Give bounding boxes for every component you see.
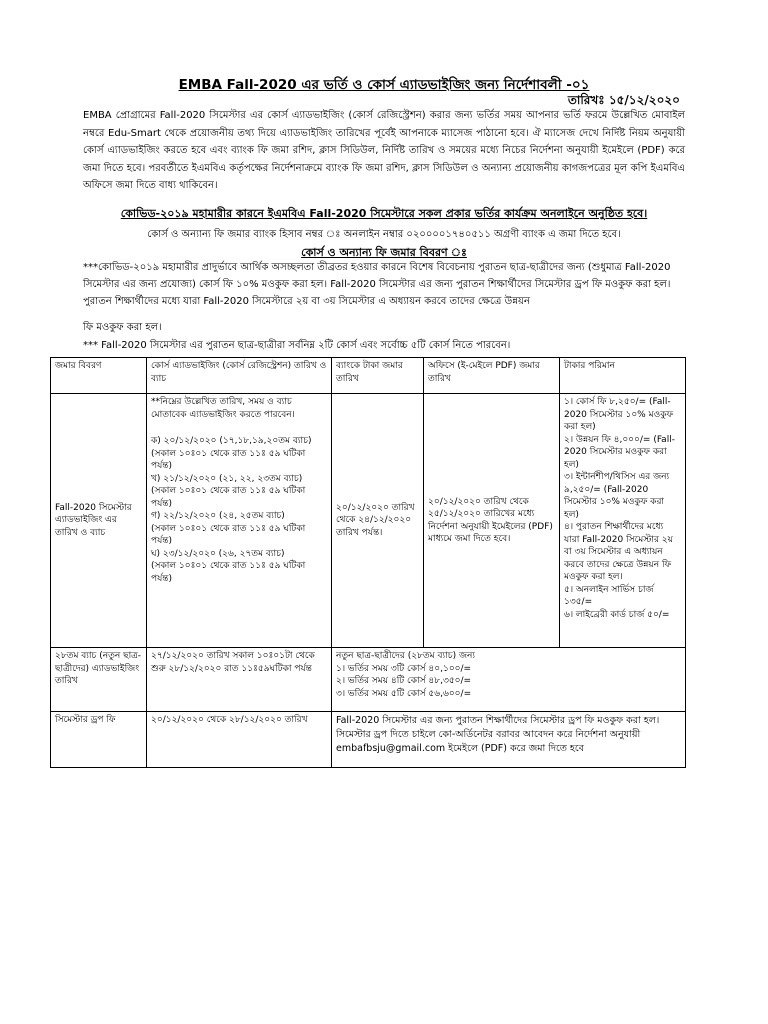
list-item: (সকাল ১০ঃ০১ থেকে রাত ১১ঃ ৫৯ ঘটিকা পর্যন্ত) [151,523,306,546]
list-item: ২। উন্নয়ন ফি ৪,০০০/= (Fall-2020 সিমেস্টার মওকুফ করা হল) [564,434,675,470]
bank-date-cell: ২০/১২/২০২০ তারিখ থেকে ২৪/১২/২০২০ তারিখ পর্যন্ত। [332,394,424,648]
office-date-cell: ২০/১২/২০২০ তারিখ থেকে ২৫/১২/২০২০ তারিখের মধ্যে নির্দেশনা অনুযায়ী ইমেইলের (PDF) মাধ্যমে জমা দিতে হবে। [424,394,560,648]
table-row [51,712,686,768]
fee-table [50,357,686,768]
header-cell: টাকার পরিমান [560,358,686,394]
list-item: ১। কোর্স ফি ৮,২৫০/= (Fall-2020 সিমেস্টার ১০% মওকুফ করা হল) [564,397,674,432]
schedule-list [151,435,327,585]
list-item: ২। ভর্তির সময় ৪টি কোর্স ৪৮,৩৫০/= [336,676,472,686]
list-item: নতুন ছাত্র-ছাত্রীদের (২৮তম ব্যাচ) জন্য [336,651,475,661]
list-item: ৫। অনলাইন সার্ভিস চার্জ ১৩৫/= [564,584,654,607]
list-item: (সকাল ১০ঃ০১ থেকে রাত ১১ঃ ৫৯ ঘটিকা পর্যন্ত) [151,561,306,584]
details-cell [332,648,686,712]
fee-heading: কোর্স ও অন্যান্য ফি জমার বিবরণ ঃ [301,246,467,259]
table-row [51,648,686,712]
header-cell: অফিসে (ই-মেইলে PDF) জমার তারিখ [424,358,560,394]
header-cell: জমার বিবরণ [51,358,147,394]
list-item: ১। ভর্তির সময় ৩টি কোর্স ৪০,১০০/= [336,663,472,674]
table-header-row [51,358,686,394]
list-item: গ) ২২/১২/২০২০ (২৪, ২৫তম ব্যাচ) [151,511,285,521]
row-label: ২৮তম ব্যাচ (নতুন ছাত্র-ছাত্রীদের) এ্যাডভাইজিং তারিখ [51,648,147,712]
list-item: খ) ২১/১২/২০২০ (২১, ২২, ২৩তম ব্যাচ) [151,473,303,484]
bank-account-info: কোর্স ও অন্যান্য ফি জমার ব্যাংক হিসাব নম্বর ঃ অনলাইন নম্বার ০২০০০০১৭৪০৫১১ অগ্রণী ব্যাংক এ জমা দিতে হবে। [147,229,621,240]
waiver-text: ***কোভিড-২০১৯ মহামারীর প্রাদুর্ভাবে আর্থিক অসচ্ছলতা তীব্রতর হওয়ার কারনে বিশেষ বিবেচনায় পুরাতন ছাত্র-ছাত্রীদের জন্য (শুধুমাত্র Fall-2020 সিমেস্টার এর জন্য প্রযোজ্য) কোর্স ফি ১০% মওকুফ করা হল। Fall-2020 সিমেস্টার এর জন্য পুরাতন শিক্ষার্থীদের সিমেস্টার ড্রপ ফি মওকুফ করা হল। পুরাতন শিক্ষার্থীদের মধ্যে যারা Fall-2020 সিমেস্টারে ২য় বা ৩য় সিমেস্টার এ অধ্যায়ন করবে তাদের ক্ষেত্রে উন্নয়ন [83,262,671,307]
covid-notice: কোভিড-২০১৯ মহামারীর কারনে ইএমবিএ Fall-2020 সিমেস্টারে সকল প্রকার ভর্তির কার্যক্রম অনলাইনে অনুষ্ঠিত হবে। [120,207,648,220]
list-item: (সকাল ১০ঃ০১ থেকে রাত ১১ঃ ৫৯ ঘটিকা পর্যন্ত) [151,486,306,509]
course-note: *** Fall-2020 সিমেস্টার এর পুরাতন ছাত্র-ছাত্রীরা সর্বনিম্ন ২টি কোর্স এবং সর্বোচ্চ ৫টি কোর্স নিতে পারবেন। [83,340,511,351]
amount-cell [560,394,686,648]
list-item: ৪। পুরাতন শিক্ষার্থীদের মধ্যে যারা Fall-2020 সিমেস্টার ২য় বা ৩য় সিমেস্টার এ অধ্যায়ন করবে তাদের ক্ষেত্রে উন্নয়ন ফি মওকুফ করা হল। [564,522,673,582]
header-cell: কোর্স এ্যাডভাইজিং (কোর্স রেজিস্ট্রেশন) তারিখ ও ব্যাচ [147,358,332,394]
details-list [336,650,681,700]
schedule-cell [147,394,332,648]
table-row [51,394,686,648]
document-date: তারিখঃ ১৫/১২/২০২০ [567,93,680,107]
document-title: EMBA Fall-2020 এর ভর্তি ও কোর্স এ্যাডভাইজিং জন্য নির্দেশাবলী -০১ [178,77,590,93]
schedule-cell: ২০/১২/২০২০ থেকে ২৮/১২/২০২০ তারিখ [147,712,332,768]
row-label-text: Fall-2020 সিমেস্টার এ্যাডভাইজিং এর তারিখ ও ব্যাচ [55,502,132,538]
list-item: ৩। ভর্তির সময় ৫টি কোর্স ৫৬,৬০০/= [336,688,472,699]
row-label [51,394,147,648]
row-label: সিমেস্টার ড্রপ ফি [51,712,147,768]
schedule-cell: ২৭/১২/২০২০ তারিখ সকাল ১০ঃ০১টা থেকে শুরু ২৮/১২/২০২০ রাত ১১ঃ৫৯ঘটিকা পর্যন্ত [147,648,332,712]
list-item: ক) ২০/১২/২০২০ (১৭,১৮,১৯,২০তম ব্যাচ) [151,436,312,446]
list-item: ঘ) ২৩/১২/২০২০ (২৬, ২৭তম ব্যাচ) [151,548,285,559]
list-item: ৬। লাইব্রেরী কার্ড চার্জ ৫০/= [564,609,670,620]
amount-list [564,396,681,621]
list-item: (সকাল ১০ঃ০১ থেকে রাত ১১ঃ ৫৯ ঘটিকা পর্যন্ত) [151,448,306,471]
waiver-tail: ফি মওকুফ করা হল। [83,322,162,333]
details-cell: Fall-2020 সিমেস্টার এর জন্য পুরাতন শিক্ষার্থীদের সিমেস্টার ড্রপ ফি মওকুফ করা হল। সিমেস্টার ড্রপ দিতে চাইলে কো-অর্ডিনেটর বরাবর আবেদন করে নির্দেশনা অনুযায়ী embafbsju@gmail.com ইমেইলে (PDF) করে জমা দিতে হবে [332,712,686,768]
schedule-intro: **নিম্নের উল্লেখিত তারিখ, সময় ও ব্যাচ মোতাবেক এ্যাডভাইজিং করতে পারবেন। [151,397,295,420]
list-item: ৩। ইন্টার্নশীপ/থিসিস এর জন্য ৯,২৫০/= (Fall-2020 সিমেস্টার ১০% মওকুফ করা হল) [564,472,670,520]
header-cell: ব্যাংকে টাকা জমার তারিখ [332,358,424,394]
intro-paragraph: EMBA প্রোগ্রামের Fall-2020 সিমেস্টার এর কোর্স এ্যাডভাইজিং (কোর্স রেজিস্ট্রেশন) করার জন্য ভর্তির সময় আপনার ভর্তি ফরমে উল্লেখিত মোবাইল নম্বরে Edu-Smart থেকে প্রয়োজনীয় তথ্য দিয়ে এ্যাডভাইজিং তারিখের পূর্বেই আপনাকে ম্যাসেজ পাঠানো হবে। ঐ ম্যাসেজ দেখে নির্দিষ্ট নিয়ম অনুযায়ী কোর্স এ্যাডভাইজিং করতে হবে এবং ব্যাংক ফি জমা রশিদ, ক্লাস সিডিউল, নির্দিষ্ট তারিখ ও সময়ের মধ্যে নিচের নির্দেশনা অনুযায়ী ইমেইলে (PDF) করে জমা দিতে হবে। পরবর্তীতে ইএমবিএ কর্তৃপক্ষের নির্দেশনাক্রমে ব্যাংক ফি জমা রশিদ, ক্লাস সিডিউল ও অন্যান্য প্রয়োজনীয় কাগজপত্রের মূল কপি ইএমবিএ অফিসে জমা দিতে বাধ্য থাকিবেন। [83,110,685,191]
